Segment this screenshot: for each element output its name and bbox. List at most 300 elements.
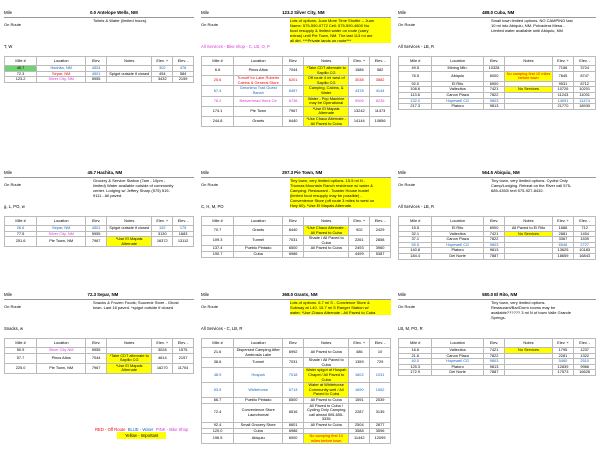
table-row xyxy=(5,353,194,363)
elev-gain-cell: 2261 xyxy=(349,236,370,246)
table-row xyxy=(5,237,194,247)
route-card xyxy=(398,292,596,376)
elevation-cell: 4501 xyxy=(86,226,107,232)
elevation-cell: 6601 xyxy=(283,422,304,428)
elev-loss-cell: 10856 xyxy=(370,116,391,126)
elevation-cell: 6000 xyxy=(483,71,505,81)
elev-gain-cell: 1686 xyxy=(552,226,574,232)
town-notes-line: 9111 - All paved. xyxy=(93,193,123,198)
column-header: Elev. + xyxy=(349,217,370,226)
route-card xyxy=(398,170,596,260)
elevation-cell: 7421 xyxy=(483,231,505,237)
location-cell: Canon Plaza xyxy=(432,353,483,359)
mile-cell: 140.8 xyxy=(399,248,432,254)
mile-cell: 66.7 xyxy=(202,397,234,403)
column-header: Elev. xyxy=(86,57,107,66)
mile-label: Mile xyxy=(201,292,210,297)
mile-cell: 196.5 xyxy=(202,434,234,444)
elev-gain-cell: 152 xyxy=(152,226,173,232)
mile-value: 368.0 xyxy=(282,292,294,297)
elevation-cell: 5955 xyxy=(86,231,107,237)
column-header: Notes xyxy=(505,57,552,66)
elev-loss-cell: 11704 xyxy=(173,363,194,373)
town-notes-line: Lots of options. 6.7 mi S - Convience Store & xyxy=(290,300,391,305)
location-cell: Grants xyxy=(234,116,283,126)
services-line: LB, M, PO, R xyxy=(398,326,423,331)
mile-cell: 109.3 xyxy=(202,236,234,246)
elev-loss-cell: 2727 xyxy=(574,242,596,248)
on-route-label: On Route xyxy=(4,182,22,187)
notes-cell: Spigot outside if closed xyxy=(107,71,152,77)
mile-label: Mile xyxy=(201,10,210,15)
town-notes-line: Tiny town, very limited options. 15.5 mi N - xyxy=(290,178,391,183)
mile-label: Mile xyxy=(201,170,210,175)
table-header-row xyxy=(202,57,391,66)
column-header: Elev. xyxy=(86,339,107,348)
location-cell: Silver City, NM xyxy=(37,77,86,83)
notes-cell: *Use El Mapais Alternate xyxy=(304,106,349,116)
column-header: Elev. + xyxy=(552,339,574,348)
elev-loss-cell: 12095 xyxy=(370,434,391,444)
elev-loss-cell: 2539 xyxy=(370,397,391,403)
elevation-cell: 9813 xyxy=(483,364,505,370)
elevation-cell: 7967 xyxy=(283,106,304,116)
elev-loss-cell: 5387 xyxy=(370,251,391,257)
elev-loss-cell: 8712 xyxy=(574,81,596,87)
mile-cell: 67.4 xyxy=(202,86,234,96)
town-title: Hachita, NM xyxy=(97,170,123,175)
table-row xyxy=(202,358,391,368)
notes-cell: Water spigot at Hospah Chapel / All Paved to Cuba xyxy=(304,368,349,383)
town-title: Separ, NM xyxy=(97,292,119,297)
mile-cell: 38.6 xyxy=(202,358,234,368)
location-cell: Platoro xyxy=(432,248,483,254)
location-cell: Cuba xyxy=(234,428,283,434)
segment-table xyxy=(201,56,391,127)
mile-cell: 6.6 xyxy=(202,66,234,76)
column-header: Location xyxy=(37,57,86,66)
column-header: Elev. xyxy=(283,217,304,226)
elevation-cell: 7044 xyxy=(283,66,304,76)
segment-table xyxy=(398,56,596,110)
elev-gain-cell: 302 xyxy=(152,66,173,72)
elev-gain-cell: 5460 xyxy=(552,359,574,365)
route-card xyxy=(4,292,194,374)
elev-gain-cell: 16372 xyxy=(152,237,173,247)
elev-loss-cell: 1237 xyxy=(574,348,596,354)
elev-loss-cell: 1322 xyxy=(574,353,596,359)
mile-cell: 76.5 xyxy=(399,71,432,81)
town-title: Pie Town, NM xyxy=(294,170,323,175)
column-header: Elev. xyxy=(483,339,505,348)
elevation-cell: 7044 xyxy=(86,353,107,363)
location-cell: Dispersed Camping After Ambrosia Lake xyxy=(234,348,283,358)
column-header: Elev. xyxy=(483,217,505,226)
town-notes-line: Small town limited options. NO CAMPING last xyxy=(491,18,573,23)
elev-loss-cell: 11473 xyxy=(370,106,391,116)
town-notes xyxy=(290,300,391,315)
elev-loss-cell: 3882 xyxy=(370,76,391,86)
mile-value: 72.3 xyxy=(87,292,97,297)
mile-label: Mile xyxy=(398,170,407,175)
on-route-label: On Route xyxy=(4,304,22,309)
mile-cell: 16.6 xyxy=(399,348,432,354)
elevation-cell: 7887 xyxy=(483,253,505,259)
elev-loss-cell: 712 xyxy=(574,226,596,232)
town-notes xyxy=(491,18,596,33)
mile-cell: 123.2 xyxy=(5,77,37,83)
column-header: Mile # xyxy=(399,339,432,348)
route-card xyxy=(398,10,596,110)
elev-gain-cell: 3367 xyxy=(552,237,574,243)
town-notes-line: Tiny town, very limited options. Cyclist Only xyxy=(491,178,568,183)
mile-value: 45.7 xyxy=(87,170,97,175)
town-notes-line: Name: 575-590-0772 Cell: 575-590-4800 No xyxy=(290,23,391,28)
elev-loss-cell: 2510 xyxy=(574,359,596,365)
town-notes-line: extras) until Pie Town, NM. The last 113 mi are xyxy=(290,33,391,38)
town-notes-line: limited) Water available outside of community xyxy=(93,183,174,188)
notes-cell: No camping first 10 miles before town xyxy=(506,71,551,81)
table-header-row xyxy=(399,57,596,66)
elev-loss-cell: 1031 xyxy=(370,368,391,383)
elev-gain-cell: 3038 xyxy=(349,76,370,86)
column-header: Notes xyxy=(304,339,349,348)
services-line: C, H, M, PO xyxy=(201,204,224,209)
elev-gain-cell: 17573 xyxy=(552,370,574,376)
location-cell: Vallecitos xyxy=(432,87,483,93)
town-notes-line: town. Last 16 paved. *spigot outside if closed xyxy=(93,305,174,310)
column-header: Elev. - xyxy=(370,217,391,226)
elev-loss-cell: 2157 xyxy=(173,353,194,363)
town-notes xyxy=(491,178,596,193)
location-cell: Tunnel xyxy=(234,236,283,246)
table-row xyxy=(202,236,391,246)
notes-cell: *Take CDT alternate to Sapillo CG xyxy=(107,353,152,363)
mile-value: 297.3 xyxy=(282,170,294,175)
column-header: Elev. - xyxy=(574,217,596,226)
elev-gain-cell: 21770 xyxy=(552,104,574,110)
notes-cell: All Paved to Cuba / Cycling Only Camping call ahead 505-655-3335 xyxy=(304,403,349,422)
location-cell: Canon Plaza xyxy=(432,92,483,98)
elev-gain-cell: 2881 xyxy=(552,231,574,237)
location-cell: Vallecitos xyxy=(432,231,483,237)
town-notes-line: all dirt. ***Private lands on route*** xyxy=(290,38,391,43)
mile-cell: 190.7 xyxy=(202,251,234,257)
elev-loss-cell: 175 xyxy=(173,226,194,232)
town-notes xyxy=(93,178,194,198)
location-cell: Pie Town xyxy=(234,106,283,116)
elev-loss-cell: 11474 xyxy=(574,98,596,104)
elev-loss-cell: 13112 xyxy=(173,237,194,247)
elev-gain-cell: 2493 xyxy=(349,246,370,252)
town-notes-line: Camping. Restaurant - Toaster House hostel xyxy=(290,188,391,193)
elevation-cell: 6986 xyxy=(283,428,304,434)
location-cell: Pie Town, NM xyxy=(37,237,86,247)
elev-gain-cell: 12839 xyxy=(552,364,574,370)
elev-loss-cell: 8235 xyxy=(370,96,391,106)
town-notes-line: Restaurant/Bar/Dorm rooms may be xyxy=(491,305,556,310)
mile-cell: 15.5 xyxy=(399,226,432,232)
mile-cell: 125.3 xyxy=(399,364,432,370)
route-card xyxy=(4,170,194,247)
elevation-cell: 6000 xyxy=(283,434,304,444)
mile-value: 488.0 xyxy=(482,10,494,15)
mile-cell: 21.6 xyxy=(202,348,234,358)
mile-label: Mile xyxy=(4,292,13,297)
elevation-cell: 6440 xyxy=(283,226,304,236)
location-cell: Hopewell CG xyxy=(432,359,483,365)
town-notes-line: 10 mi into Abiquiu, NM. Polvadera Mesa - xyxy=(491,23,565,28)
column-header: Location xyxy=(234,339,283,348)
card-header xyxy=(4,170,194,178)
services-line: All Services - Bike shop - C, LB, O, P xyxy=(201,44,270,49)
table-header-row xyxy=(202,339,391,348)
notes-cell: Off route 4 mi west of Sapillo CG xyxy=(304,76,349,86)
location-cell: Pueblo Pintado xyxy=(234,246,283,252)
legend-blue: BLUE - Water xyxy=(127,427,154,432)
elev-loss-cell: 2159 xyxy=(173,77,194,83)
table-row xyxy=(5,363,194,373)
column-header: Elev. - xyxy=(173,57,194,66)
column-header: Location xyxy=(432,57,483,66)
mile-value: 580.0 xyxy=(482,292,494,297)
notes-cell xyxy=(505,253,552,259)
mile-cell: 37.1 xyxy=(399,237,432,243)
table-row xyxy=(399,253,596,259)
card-header xyxy=(398,10,596,18)
elev-loss-cell: 476 xyxy=(173,66,194,72)
table-header-row xyxy=(399,217,596,226)
mile-label: Mile xyxy=(398,10,407,15)
column-header: Notes xyxy=(505,217,552,226)
table-row xyxy=(202,403,391,422)
column-header: Elev. - xyxy=(173,339,194,348)
mile-cell: 72.4 xyxy=(202,403,234,422)
column-header: Notes xyxy=(107,339,152,348)
route-card xyxy=(201,170,391,258)
elevation-cell: 7967 xyxy=(86,363,107,373)
mile-cell: 32.1 xyxy=(399,231,432,237)
elev-gain-cell: 4499 xyxy=(349,251,370,257)
column-header: Mile # xyxy=(5,339,37,348)
table-row xyxy=(202,383,391,398)
column-header: Mile # xyxy=(202,217,234,226)
column-header: Notes xyxy=(304,217,349,226)
elevation-cell: 7018 xyxy=(283,368,304,383)
elev-loss-cell: 16626 xyxy=(574,370,596,376)
location-cell: Platoro xyxy=(432,104,483,110)
table-row xyxy=(202,251,391,257)
elev-loss-cell: 8747 xyxy=(574,71,596,81)
elev-loss-cell: 18930 xyxy=(574,104,596,110)
mile-cell: 137.4 xyxy=(202,246,234,252)
table-row xyxy=(202,226,391,236)
elevation-cell: 4501 xyxy=(86,71,107,77)
elevation-cell: 6500 xyxy=(283,397,304,403)
location-cell: Pueblo Pintado xyxy=(234,397,283,403)
route-card xyxy=(201,10,391,127)
notes-cell xyxy=(505,104,552,110)
column-header: Mile # xyxy=(202,57,234,66)
mile-label: Mile xyxy=(398,292,407,297)
town-notes-line: Springs. xyxy=(491,315,506,320)
mile-cell: 25.6 xyxy=(202,76,234,86)
town-notes-line: (limited food resupply may be possible) - xyxy=(290,193,391,198)
location-cell: Convenience Store Laundromat xyxy=(234,403,283,422)
services-line: All Services - LB, R xyxy=(398,44,435,49)
elev-gain-cell: 3432 xyxy=(152,77,173,83)
elev-loss-cell: 3960 xyxy=(370,246,391,252)
notes-cell xyxy=(107,77,152,83)
elevation-cell: 9803 xyxy=(483,359,505,365)
elev-loss-cell: 1552 xyxy=(370,383,391,398)
segment-table xyxy=(201,338,391,444)
column-header: Location xyxy=(37,217,86,226)
column-header: Elev. + xyxy=(152,57,173,66)
town-title: Silver City, NM xyxy=(294,10,325,15)
elevation-cell: 4524 xyxy=(86,66,107,72)
elev-loss-cell: 16843 xyxy=(574,253,596,259)
legend xyxy=(95,427,188,439)
town-title: Abiquiu, NM xyxy=(494,170,520,175)
location-cell: Tunnel xyxy=(234,358,283,368)
notes-cell xyxy=(304,251,349,257)
on-route-label: On Route xyxy=(398,182,416,187)
table-row xyxy=(399,370,596,376)
elev-gain-cell: 16270 xyxy=(152,363,173,373)
table-row xyxy=(5,77,194,83)
table-row xyxy=(202,66,391,76)
on-route-label: On Route xyxy=(201,182,219,187)
mile-cell: 217.3 xyxy=(399,104,432,110)
notes-cell: All Paved to Cuba xyxy=(304,348,349,358)
town-notes xyxy=(93,18,194,23)
mile-cell: 108.6 xyxy=(399,87,432,93)
elev-gain-cell: 9006 xyxy=(349,96,370,106)
elevation-cell: 6992 xyxy=(283,348,304,358)
elev-gain-cell: 4378 xyxy=(349,86,370,96)
notes-cell: Water - Pop Machine may be Operational xyxy=(304,96,349,106)
town-title: El Rito, NM xyxy=(494,292,518,297)
column-header: Elev. - xyxy=(370,339,391,348)
elev-gain-cell: 6546 xyxy=(552,242,574,248)
elev-gain-cell: 18659 xyxy=(552,253,574,259)
mile-cell: 55.5 xyxy=(399,242,432,248)
town-title: Grants, NM xyxy=(294,292,318,297)
column-header: Elev. xyxy=(483,57,505,66)
segment-table xyxy=(4,338,194,374)
elevation-cell: 7031 xyxy=(283,236,304,246)
mile-cell: 21.6 xyxy=(399,353,432,359)
mile-cell: 92.0 xyxy=(399,81,432,87)
elev-loss-cell: 729 xyxy=(370,358,391,368)
elevation-cell: 6736 xyxy=(283,96,304,106)
town-title: Cuba, NM xyxy=(494,10,515,15)
table-header-row xyxy=(5,57,194,66)
segment-table xyxy=(4,216,194,247)
on-route-label: On Route xyxy=(4,22,22,27)
elevation-cell: 6500 xyxy=(283,246,304,252)
elev-gain-cell: 1602 xyxy=(349,368,370,383)
mile-cell: 77.5 xyxy=(5,231,37,237)
location-cell: Silver City, NM xyxy=(37,231,86,237)
location-cell: Vallecitos xyxy=(432,348,483,354)
elev-loss-cell: 3139 xyxy=(370,403,391,422)
legend-pink: PINK - Bike Shop xyxy=(155,427,189,432)
table-row xyxy=(202,106,391,116)
location-cell: Abiquiu xyxy=(432,71,483,81)
location-cell: Grants xyxy=(234,226,283,236)
town-notes-line: Subway at I-40. 15.7 mi S Ranger Station w/ xyxy=(290,305,391,310)
segment-table xyxy=(201,216,391,258)
location-cell: Small Grocery Store xyxy=(234,422,283,428)
column-header: Elev. xyxy=(283,57,304,66)
notes-cell: Spigot outside if closed xyxy=(107,226,152,232)
elev-gain-cell: 14091 xyxy=(552,98,574,104)
town-notes-line: Camp/Lodging. Retreat on the River call 575- xyxy=(491,183,572,188)
column-header: Elev. + xyxy=(152,217,173,226)
elev-loss-cell: 1683 xyxy=(173,231,194,237)
mile-label: Mile xyxy=(4,170,13,175)
column-header: Elev. - xyxy=(370,57,391,66)
elev-loss-cell: 11001 xyxy=(574,92,596,98)
elev-gain-cell: 454 xyxy=(152,71,173,77)
notes-cell: Shade / All Paved to Cuba xyxy=(304,236,349,246)
card-header xyxy=(398,292,596,300)
elev-gain-cell: 13242 xyxy=(349,106,370,116)
elevation-cell: 7967 xyxy=(86,237,107,247)
elev-loss-cell: 582 xyxy=(370,66,391,76)
notes-cell: All Paved to Cuba xyxy=(304,397,349,403)
elevation-cell: 7822 xyxy=(483,237,505,243)
location-cell: Whitehorse xyxy=(234,383,283,398)
elev-gain-cell: 1586 xyxy=(349,66,370,76)
table-row xyxy=(202,116,391,126)
town-notes-line: Thomas Mountain Ranch residence w/ water & xyxy=(290,183,391,188)
town-notes xyxy=(491,300,596,320)
notes-cell: No camping first 10 miles before town xyxy=(304,434,349,444)
elev-gain-cell: 7156 xyxy=(552,66,574,72)
column-header: Elev. - xyxy=(574,57,596,66)
table-header-row xyxy=(5,217,194,226)
elev-loss-cell: 10183 xyxy=(574,248,596,254)
segment-table xyxy=(4,56,194,83)
notes-cell: *Use Chaco Alternate - All Paved to Cuba xyxy=(304,226,349,236)
table-header-row xyxy=(399,339,596,348)
town-notes-line: Tiny town, very limited options. xyxy=(491,300,546,305)
location-cell: Platoro xyxy=(432,364,483,370)
location-cell: Silver City NM xyxy=(37,348,86,354)
elevation-cell: 7822 xyxy=(483,353,505,359)
card-header xyxy=(201,292,391,300)
mile-cell: 49.5 xyxy=(399,66,432,72)
elev-gain-cell: 11243 xyxy=(552,92,574,98)
table-row xyxy=(202,86,391,96)
notes-cell: Water at Whitehorse Community well / All Paved to Cuba xyxy=(304,383,349,398)
town-notes-line: Convenience Store (off route 3 miles to west on xyxy=(290,198,391,203)
location-cell: Turnoff for Lake Roberts Cabins & General Store xyxy=(234,76,283,86)
elevation-cell: 6516 xyxy=(283,403,304,422)
route-card xyxy=(201,292,391,444)
elev-loss-cell: 2429 xyxy=(370,226,391,236)
column-header: Location xyxy=(432,339,483,348)
location-cell: Cuba xyxy=(234,251,283,257)
location-cell: Pinos Altos xyxy=(37,353,86,363)
elev-gain-cell: 3588 xyxy=(349,428,370,434)
mile-cell: 172.9 xyxy=(399,370,432,376)
elevation-cell: 6900 xyxy=(483,226,505,232)
column-header: Notes xyxy=(107,57,152,66)
